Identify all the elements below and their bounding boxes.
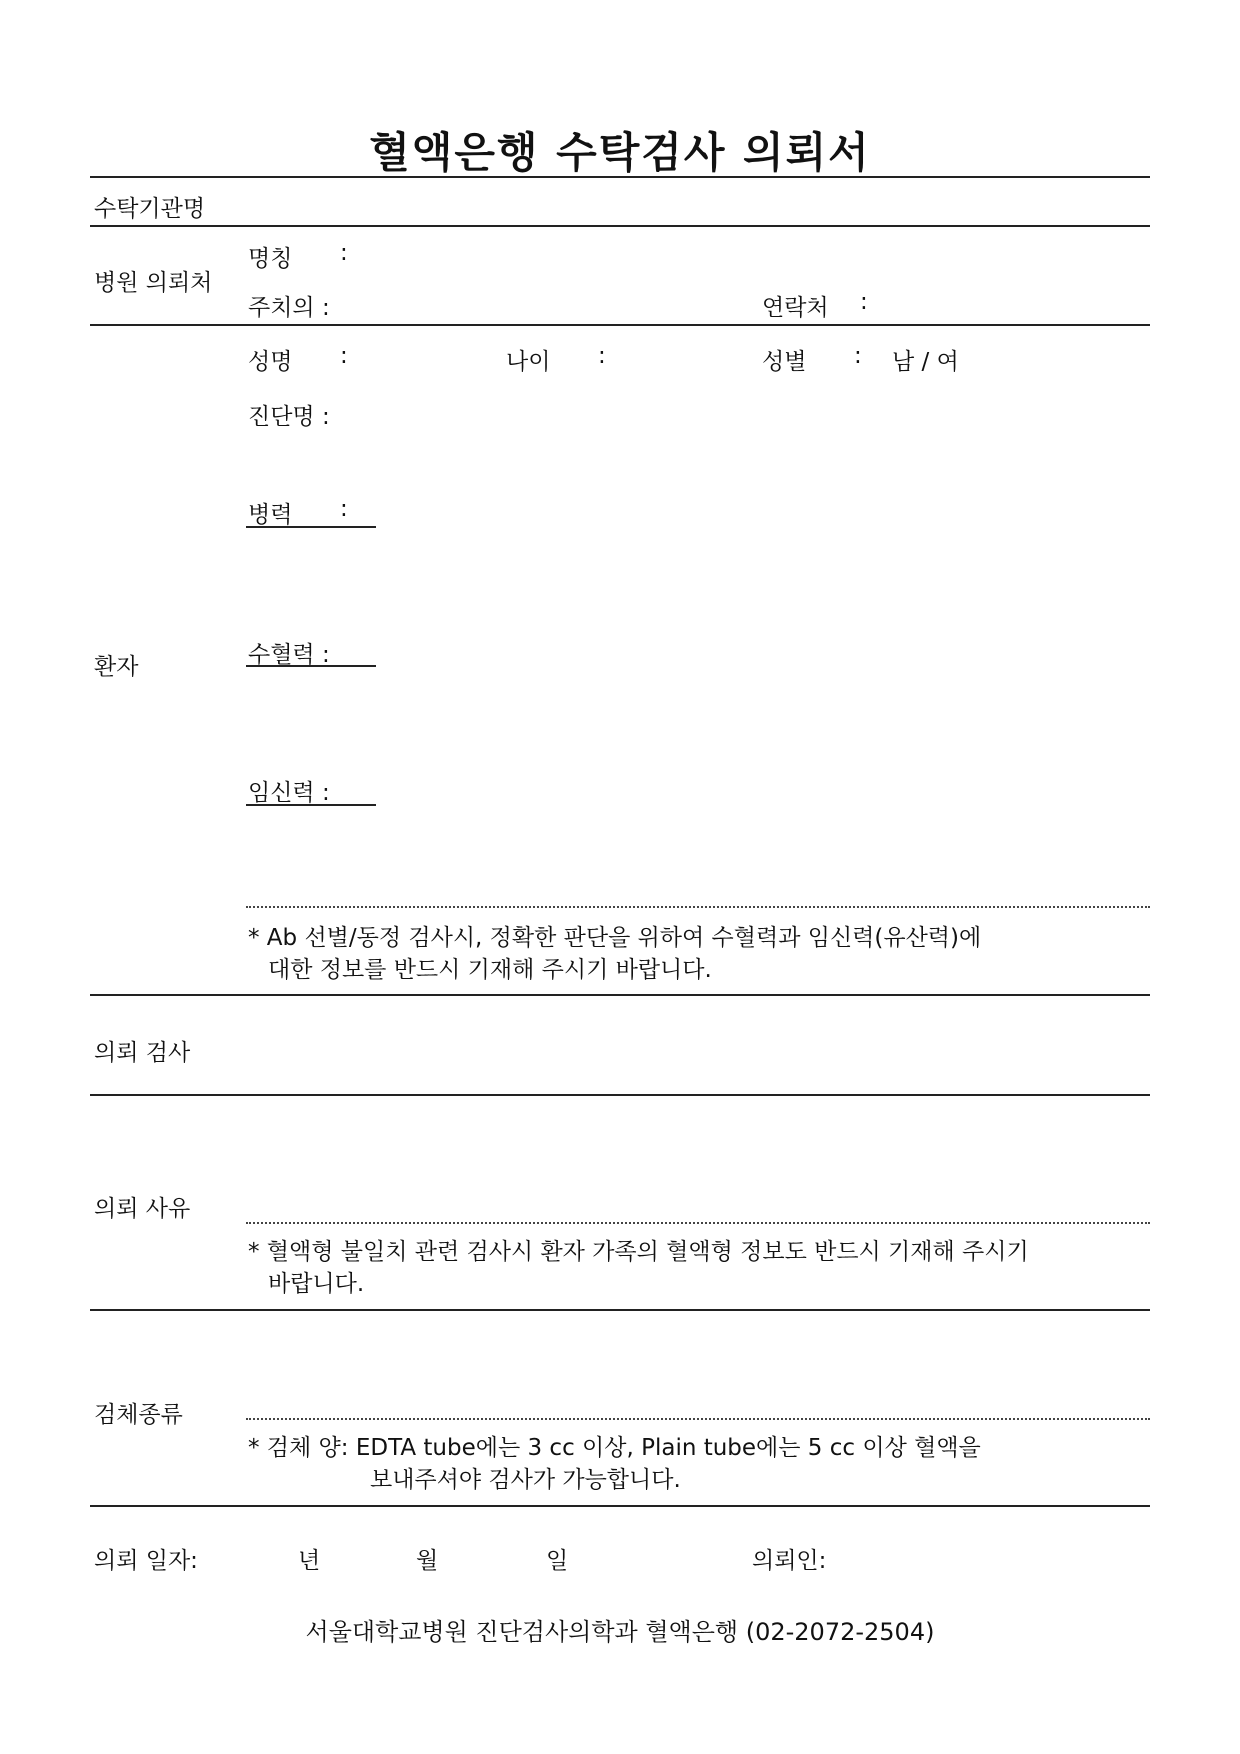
sex-options: 남 / 여 — [892, 349, 959, 375]
divider — [90, 176, 1150, 178]
request-test-label: 의뢰 검사 — [94, 1040, 191, 1066]
sex-label: 성별 — [762, 349, 807, 375]
history-label: 병력 — [248, 502, 293, 528]
divider — [90, 1094, 1150, 1096]
specimen-label: 검체종류 — [94, 1402, 183, 1428]
divider — [90, 225, 1150, 227]
dotted-divider — [246, 906, 1150, 908]
history-colon: : — [340, 496, 348, 522]
patient-name-colon: : — [340, 343, 348, 369]
divider — [90, 1505, 1150, 1507]
reason-note-line2: 바랍니다. — [268, 1271, 365, 1297]
transfusion-label: 수혈력 : — [248, 642, 330, 668]
sex-colon: : — [854, 343, 862, 369]
patient-name-label: 성명 — [248, 349, 293, 375]
footer-contact: 서울대학교병원 진단검사의학과 혈액은행 (02-2072-2504) — [305, 1618, 935, 1646]
transfusion-underline — [246, 665, 376, 667]
contact-colon: : — [860, 289, 868, 315]
hospital-name-label: 명칭 — [248, 246, 293, 272]
patient-note-line1: * Ab 선별/동정 검사시, 정확한 판단을 위하여 수혈력과 임신력(유산력)에 — [248, 925, 982, 951]
consignee-label: 수탁기관명 — [94, 196, 206, 222]
dotted-divider — [246, 1222, 1150, 1224]
date-month-label: 월 — [416, 1548, 439, 1574]
dotted-divider — [246, 1418, 1150, 1420]
date-year-label: 년 — [298, 1548, 321, 1574]
pregnancy-label: 임신력 : — [248, 780, 330, 806]
request-reason-label: 의뢰 사유 — [94, 1196, 191, 1222]
patient-label: 환자 — [94, 654, 139, 680]
diagnosis-label: 진단명 : — [248, 404, 330, 430]
age-colon: : — [598, 343, 606, 369]
divider — [90, 994, 1150, 996]
pregnancy-underline — [246, 804, 376, 806]
divider — [90, 1309, 1150, 1311]
request-date-label: 의뢰 일자: — [94, 1548, 198, 1574]
form-title: 혈액은행 수탁검사 의뢰서 — [369, 128, 871, 177]
history-underline — [246, 526, 376, 528]
specimen-note-line2: 보내주셔야 검사가 가능합니다. — [370, 1467, 681, 1493]
age-label: 나이 — [506, 349, 551, 375]
hospital-name-colon: : — [340, 240, 348, 266]
hospital-label: 병원 의뢰처 — [94, 270, 213, 296]
contact-label: 연락처 — [762, 295, 829, 321]
reason-note-line1: * 혈액형 불일치 관련 검사시 환자 가족의 혈액형 정보도 반드시 기재해 주시기 — [248, 1239, 1029, 1265]
doctor-label: 주치의 : — [248, 295, 330, 321]
divider — [90, 324, 1150, 326]
specimen-note-line1: * 검체 양: EDTA tube에는 3 cc 이상, Plain tube에는 5 cc 이상 혈액을 — [248, 1435, 981, 1461]
requester-label: 의뢰인: — [752, 1548, 827, 1574]
date-day-label: 일 — [546, 1548, 569, 1574]
patient-note-line2: 대한 정보를 반드시 기재해 주시기 바랍니다. — [268, 957, 712, 983]
